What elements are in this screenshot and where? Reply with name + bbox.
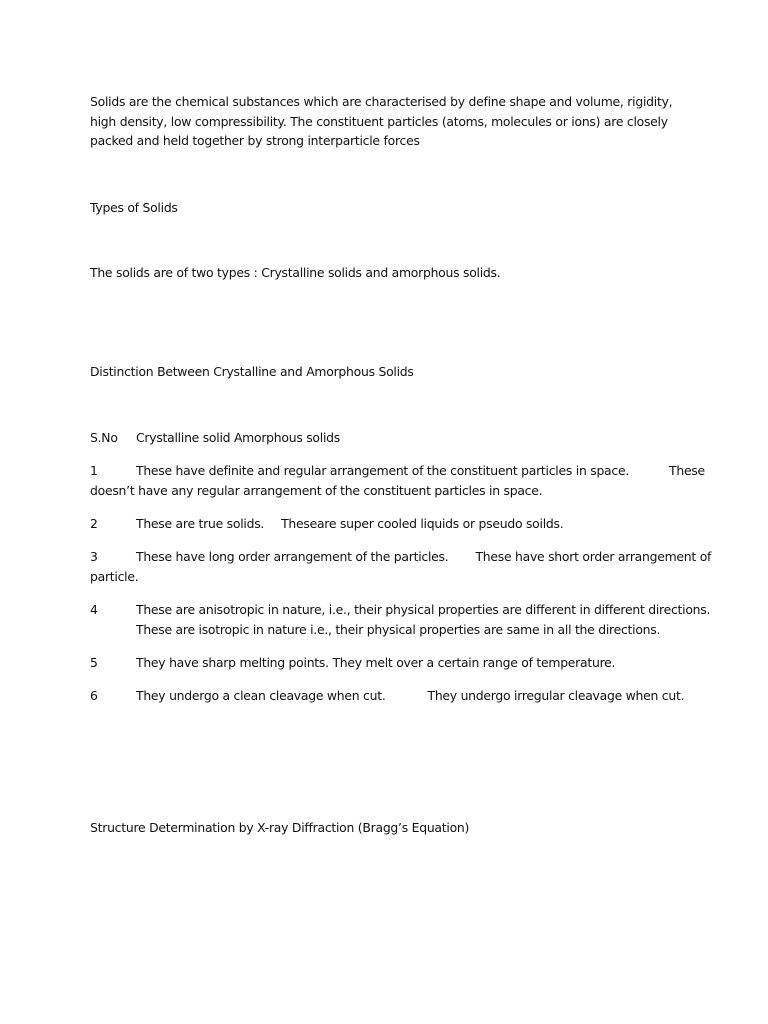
crystalline-cell: They undergo a clean cleavage when cut. [136,688,386,703]
distinction-heading: Distinction Between Crystalline and Amorphous Solids [90,364,414,379]
amorphous-cell-continued: particle. [90,568,139,584]
types-paragraph: The solids are of two types : Crystalline solids and amorphous solids. [90,265,501,280]
table-header [90,428,690,448]
structure-heading: Structure Determination by X-ray Diffraction (Bragg’s Equation) [90,820,470,835]
crystalline-cell: These have long order arrangement of the particles. [136,549,449,564]
table-row-6 [90,686,690,706]
sno-header: S.No [90,430,118,445]
row-text: They have sharp melting points. They melt over a certain range of temperature. [136,655,616,670]
table-row-5 [90,653,690,673]
row-number: 3 [90,549,98,564]
table-row-1 [90,461,705,500]
row-number: 6 [90,688,98,703]
row-number: 2 [90,516,98,531]
types-heading: Types of Solids [90,200,178,215]
row-number: 5 [90,655,98,670]
crystalline-cell: These have definite and regular arrangement of the constituent particles in space. [136,463,630,478]
intro-paragraph: Solids are the chemical substances which are characterised by define shape and volume, rigidity, high density, low compressibility. The constituent particles (atoms, molecules or ions) are closely packed and held together by strong interparticle forces [90,94,673,148]
crystalline-cell: These are true solids. [136,516,265,531]
columns-header: Crystalline solid Amorphous solids [136,430,340,445]
amorphous-cell: These [669,463,705,478]
table-row-4 [90,600,711,639]
table-row-2 [90,514,690,534]
table-row-3 [90,547,712,586]
amorphous-cell: Theseare super cooled liquids or pseudo soilds. [281,516,564,531]
amorphous-cell: They undergo irregular cleavage when cut. [427,688,685,703]
amorphous-cell: These have short order arrangement of [475,549,712,564]
row-number: 1 [90,463,98,478]
amorphous-cell-continued: doesn’t have any regular arrangement of the constituent particles in space. [90,482,543,498]
amorphous-cell: These are isotropic in nature i.e., their physical properties are same in all the directions. [136,621,661,637]
crystalline-cell: These are anisotropic in nature, i.e., their physical properties are different in different directions. [136,602,711,617]
row-number: 4 [90,602,98,617]
